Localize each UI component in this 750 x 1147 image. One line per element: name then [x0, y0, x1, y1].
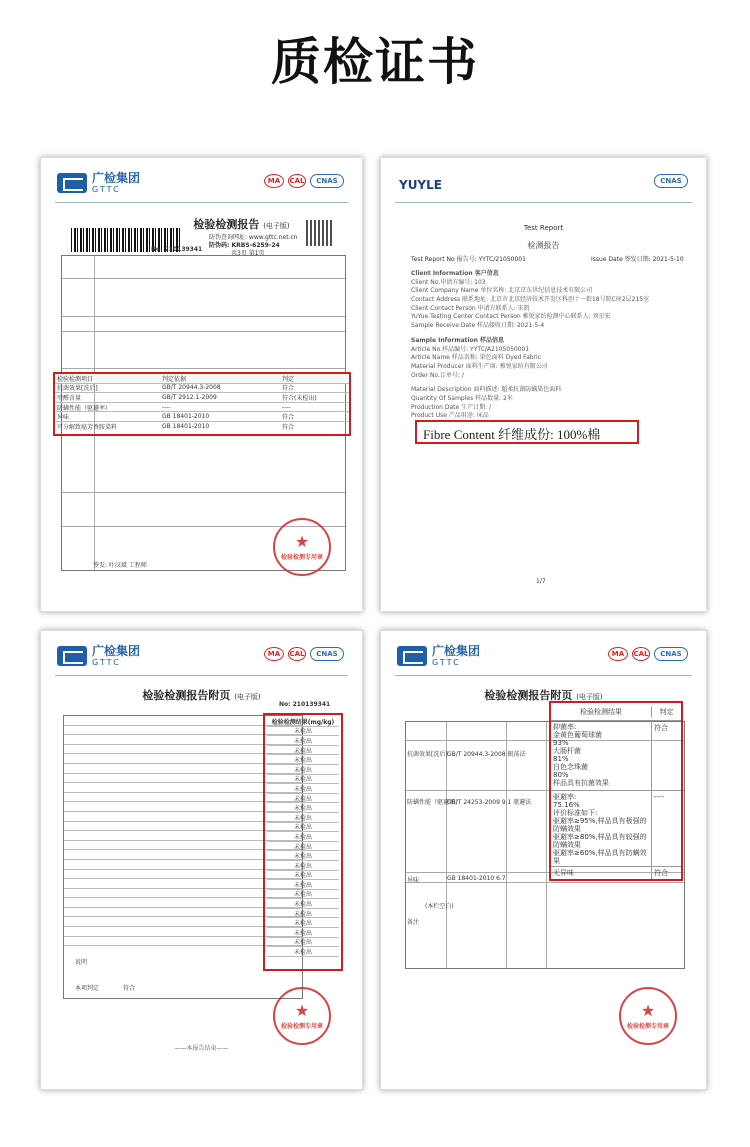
highlighted-results-column [549, 701, 683, 881]
cma-mark-icon: MA [264, 174, 284, 188]
result-cell: 未检出 [267, 823, 339, 833]
appendix-title: 检验检测报告附页 (电子版) [484, 689, 603, 702]
cnas-mark-icon: CNAS [310, 174, 344, 188]
result-cell: 未检出 [267, 832, 339, 842]
result-cell: 未检出 [267, 909, 339, 919]
table-header-row: 检验检测项目 判定依据 判定 [55, 374, 349, 384]
header-divider [395, 675, 692, 676]
official-stamp: ★ 检验检测专用章 [273, 987, 331, 1045]
result-cell: 未检出 [267, 794, 339, 804]
cal-mark-icon: CAL [288, 647, 306, 661]
stamp-star-icon: ★ [640, 1000, 656, 1020]
result-header: 检验检测结果(mg/kg) [267, 717, 339, 727]
table-row: 可分解致癌芳香胺染料 GB 18401-2010 符合 [57, 423, 295, 432]
title-cn: 检测报告 [527, 241, 560, 250]
result-cell: 未检出 [267, 784, 339, 794]
stamp-star-icon: ★ [294, 1000, 310, 1020]
certificate-gttc-appendix-2 [380, 630, 707, 1090]
cnas-mark-icon: CNAS [654, 647, 688, 661]
accreditation-marks [654, 174, 688, 188]
result-header-row: 检验检测结果 判定 [551, 703, 681, 721]
accreditation-marks [264, 647, 344, 661]
result-cell: 未检出 [267, 890, 339, 900]
certificate-gttc-report [40, 157, 363, 612]
result-row: 抑菌率: 金黄色葡萄球菌 93% 大肠杆菌 81% 白色念珠菌 80% 样品具有抗菌效果 符合 [551, 721, 681, 791]
accreditation-marks [608, 647, 688, 661]
result-row: 无异味 符合 [551, 867, 681, 879]
appendix-title: 检验检测报告附页 (电子版) [142, 689, 261, 702]
issue-date: Issue Date 签发日期: 2021-5-10 [591, 256, 684, 263]
header-divider [55, 202, 348, 203]
gttc-logo: 广检集团 GTTC [397, 645, 480, 667]
header-divider [55, 675, 348, 676]
anticounterfeit-code: 防伪码: KRBS-6259-24 [209, 242, 280, 249]
result-cell: 未检出 [267, 727, 339, 737]
result-cell: 未检出 [267, 775, 339, 785]
cal-mark-icon: CAL [288, 174, 306, 188]
fibre-content: Fibre Content 纤维成份: 100%棉 [423, 427, 601, 442]
title-en: Test Report [523, 224, 564, 232]
result-cell: 未检出 [267, 928, 339, 938]
result-cell: 未检出 [267, 746, 339, 756]
qr-code-icon [306, 220, 332, 246]
result-cell: 未检出 [267, 899, 339, 909]
certificate-yuyle-report [380, 157, 707, 612]
stamp-star-icon: ★ [294, 531, 310, 551]
report-number: Test Report No 报告号: YYTC/21050001 [411, 256, 526, 263]
official-stamp: ★ 检验检测专用章 [619, 987, 677, 1045]
result-cell: 未检出 [267, 918, 339, 928]
remark-label: 备注 [407, 919, 420, 926]
anticounterfeit-url: 防伪查询网址: www.gttc.net.cn [209, 234, 298, 241]
cma-mark-icon: MA [608, 647, 628, 661]
report-number: No: 210139341 [151, 246, 203, 253]
item-method: GB 18401-2010 6.7 [447, 875, 506, 882]
result-cell: 未检出 [267, 861, 339, 871]
table-row: 抗菌效果[洗后] GB/T 20944.3-2008 符合 [55, 384, 349, 394]
verdict-label: 本项判定 [75, 985, 100, 992]
item-name: 防螨性能（驱避率） [407, 799, 462, 806]
yuyle-logo: YUYLE [399, 178, 442, 192]
highlighted-results-table [53, 372, 351, 436]
result-row: 驱避率: 75.16% 评价标准如下: 驱避率≥95%,样品具有极强的防螨效果 驱避率≥80%,样品具有较强的防螨效果 驱避率≥60%,样品具有防螨效果 ---- [551, 791, 681, 867]
result-cell: 未检出 [267, 880, 339, 890]
verdict: 符合 [123, 985, 136, 992]
report-end: ——本报告结束—— [174, 1045, 229, 1052]
result-cell: 未检出 [267, 803, 339, 813]
result-cell: 未检出 [267, 736, 339, 746]
report-number: No: 210139341 [279, 701, 331, 708]
gttc-logo-icon [57, 173, 87, 193]
gttc-logo [57, 172, 140, 194]
item-method: GB/T 24253-2009 9.1 驱避法 [447, 799, 532, 806]
header-divider [395, 202, 692, 203]
item-method: GB/T 20944.3-2008 振荡法 [447, 751, 526, 758]
result-cell: 未检出 [267, 947, 339, 957]
page-count: 共3页 第1页 [231, 250, 265, 257]
result-cell: 未检出 [267, 813, 339, 823]
table-row: 甲醛含量 GB/T 2912.1-2009 符合(未检出) [55, 393, 349, 403]
page-title: 质检证书 [271, 33, 479, 91]
table-row: 异味 GB 18401-2010 符合 [55, 412, 349, 422]
signer: 签发: 叶汉斌 工程师 [93, 562, 147, 569]
cnas-mark-icon: CNAS [310, 647, 344, 661]
item-name: 异味 [407, 877, 420, 884]
result-cell: 未检出 [267, 765, 339, 775]
client-info-block: Client Information 客户信息 Client No.申请方编号: 103 Client Company Name 单位名称: 北京京东世纪信息技术有限公司 Contact Address 联系地址: 北京市北京经济技术开发区科创十一街18号院C座2层215室 Client Contact Person 申请方联系人: 宋凯 YuYue Testing Center Contact Person 雅悦家纺检测中心联系人: 刘星宏 Sample Receive Date 样品接收日期: 2021-5-4 Sample Information 样品信息 Article No.样品编号: YYTC/A2105050001 Article Name 样品名称: 染色面料 Dyed Fabric Material Producer 面料生产商: 雅悦家纺有限公司 Order No.订单号: / Material Description 面料描述: 超柔抗菌防螨染色面料 Quantity Of Samples 样品数量: 2米 Production Date 生产日期: / Product Use 产品用途: 床品 [411, 270, 650, 420]
remark-label: 说明 [75, 959, 88, 966]
result-cell: 未检出 [267, 755, 339, 765]
accreditation-marks [264, 174, 344, 188]
highlighted-results-column [263, 713, 343, 971]
cal-mark-icon: CAL [632, 647, 650, 661]
brand-name: 广检集团 [92, 171, 141, 185]
item-name: 抗菌效果[洗后] [407, 751, 448, 758]
cma-mark-icon: MA [264, 647, 284, 661]
official-stamp: ★ 检验检测专用章 [273, 518, 331, 576]
cnas-mark-icon: CNAS [654, 174, 688, 188]
result-cell: 未检出 [267, 938, 339, 948]
result-cell: 未检出 [267, 842, 339, 852]
gttc-logo-icon [57, 646, 87, 666]
table-row: 防螨性能（驱避率） ---- ---- [55, 403, 349, 413]
brand-sub: GTTC [92, 185, 121, 195]
report-title: 检验检测报告 (电子版) [193, 218, 290, 231]
certificate-gttc-appendix-1 [40, 630, 363, 1090]
gttc-logo-icon [397, 646, 427, 666]
remark: (本栏空白) [425, 903, 454, 910]
gttc-logo: 广检集团 GTTC [57, 645, 140, 667]
page-number: 1/7 [536, 578, 546, 585]
result-cell: 未检出 [267, 871, 339, 881]
result-cell: 未检出 [267, 851, 339, 861]
